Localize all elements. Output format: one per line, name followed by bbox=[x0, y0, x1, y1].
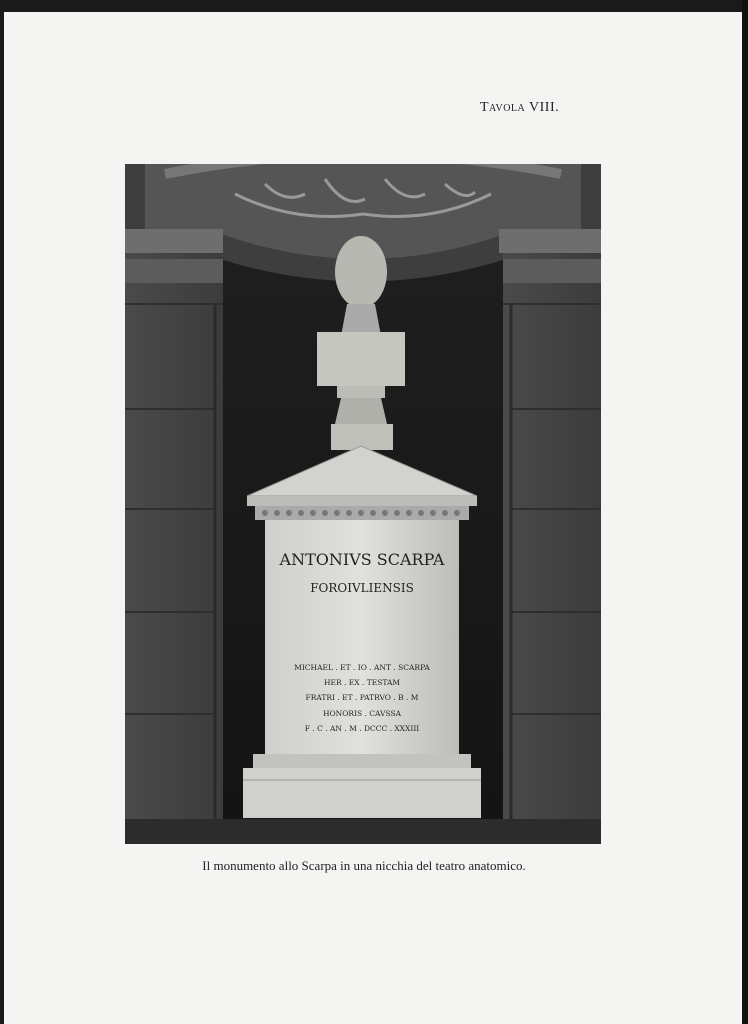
monument-photo-drawing bbox=[125, 164, 601, 844]
inscription-line-6: HONORIS . CAVSSA bbox=[322, 709, 402, 718]
plate-number: Tavola VIII. bbox=[480, 100, 560, 115]
inscription-line-7: F . C . AN . M . DCCC . XXXIII bbox=[304, 724, 420, 733]
inscription-line-3: MICHAEL . ET . IO . ANT . SCARPA bbox=[294, 663, 430, 672]
figure-caption: Il monumento allo Scarpa in una nicchia del teatro anatomico. bbox=[202, 858, 526, 873]
monument-photograph bbox=[125, 164, 601, 844]
inscription-line-4: HER . EX . TESTAM bbox=[323, 678, 401, 687]
scan-right-border bbox=[742, 0, 748, 1024]
inscription-line-5: FRATRI . ET . PATRVO . B . M bbox=[305, 693, 419, 702]
inscription-origin: FOROIVLIENSIS bbox=[310, 581, 414, 595]
scan-top-border bbox=[0, 0, 748, 12]
inscription-name: ANTONIVS SCARPA bbox=[279, 550, 445, 569]
